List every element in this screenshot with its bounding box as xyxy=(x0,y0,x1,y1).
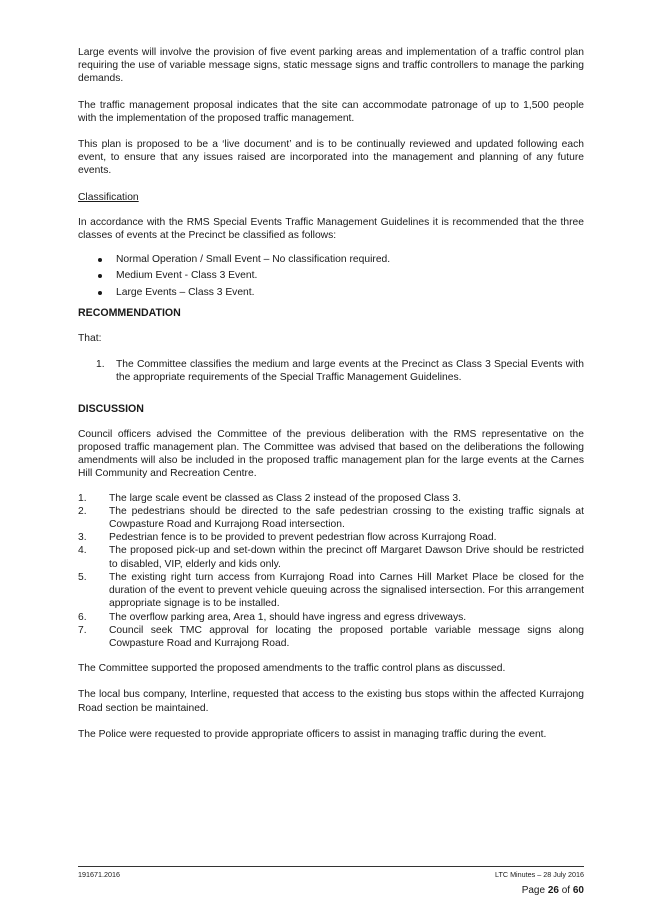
document-reference: 191671.2016 xyxy=(78,870,120,879)
bullet-icon xyxy=(98,274,102,278)
bullet-icon xyxy=(98,291,102,295)
list-item: 2. The pedestrians should be directed to the safe pedestrian crossing to the existing traffic signals at Cowpasture Road and Kurrajong Road intersection. xyxy=(78,505,584,531)
discussion-list xyxy=(78,492,584,650)
classification-list xyxy=(78,253,584,299)
list-item: 6. The overflow parking area, Area 1, should have ingress and egress driveways. xyxy=(78,611,467,623)
discussion-intro: Council officers advised the Committee of the previous deliberation with the RMS representative on the proposed traffic management plan. The Committee was advised that based on the deliberations the following amendments will also be included in the proposed traffic management plan for the large events at the Carnes Hill Community and Recreation Centre. xyxy=(78,428,584,480)
list-item: 5. The existing right turn access from Kurrajong Road into Carnes Hill Market Place be closed for the duration of the event to prevent vehicle queuing across the signalised intersection. For this arrangement appropriate signage is to be installed. xyxy=(78,571,584,610)
page-number: Page 26 of 60 xyxy=(521,885,584,896)
list-item: Large Events – Class 3 Event. xyxy=(78,286,584,299)
list-item: Medium Event - Class 3 Event. xyxy=(78,269,584,282)
document-title: LTC Minutes – 28 July 2016 xyxy=(495,870,584,879)
recommendation-that: That: xyxy=(78,333,102,345)
list-item: 3. Pedestrian fence is to be provided to prevent pedestrian flow across Kurrajong Road. xyxy=(78,532,497,544)
paragraph: Large events will involve the provision of five event parking areas and implementation of a traffic control plan requiring the use of variable message signs, static message signs and traffic controllers to manage the parking demands. xyxy=(78,47,584,85)
bullet-icon xyxy=(98,258,102,262)
list-item: Normal Operation / Small Event – No classification required. xyxy=(78,253,584,266)
paragraph: The local bus company, Interline, requested that access to the existing bus stops within the affected Kurrajong Road section be maintained. xyxy=(78,689,584,714)
document-body xyxy=(78,46,584,754)
paragraph: The Police were requested to provide appropriate officers to assist in managing traffic during the event. xyxy=(78,728,547,740)
discussion-heading: DISCUSSION xyxy=(78,402,144,415)
recommendation-heading: RECOMMENDATION xyxy=(78,306,181,319)
list-item: 7. Council seek TMC approval for locating the proposed portable variable message signs along Cowpasture Road and Kurrajong Road. xyxy=(78,624,584,649)
paragraph: The Committee supported the proposed amendments to the traffic control plans as discussed. xyxy=(78,663,506,675)
paragraph: This plan is proposed to be a ‘live document’ and is to be continually reviewed and updated following each event, to ensure that any issues raised are incorporated into the management and planning of any future events. xyxy=(78,139,584,177)
page-footer xyxy=(78,866,584,879)
list-item: 1. The large scale event be classed as Class 2 instead of the proposed Class 3. xyxy=(78,492,462,504)
list-item: 1. The Committee classifies the medium and large events at the Precinct as Class 3 Special Events with the appropriate requirements of the Special Traffic Management Guidelines. xyxy=(96,359,584,384)
recommendation-list xyxy=(78,358,584,384)
paragraph: The traffic management proposal indicates that the site can accommodate patronage of up to 1,500 people with the implementation of the proposed traffic management. xyxy=(78,99,584,124)
list-item: 4. The proposed pick-up and set-down within the precinct off Margaret Dawson Drive should be restricted to disabled, VIP, elderly and kids only. xyxy=(78,545,584,570)
classification-intro: In accordance with the RMS Special Events Traffic Management Guidelines it is recommended that the three classes of events at the Precinct be classified as follows: xyxy=(78,216,584,242)
classification-heading: Classification xyxy=(78,191,139,203)
